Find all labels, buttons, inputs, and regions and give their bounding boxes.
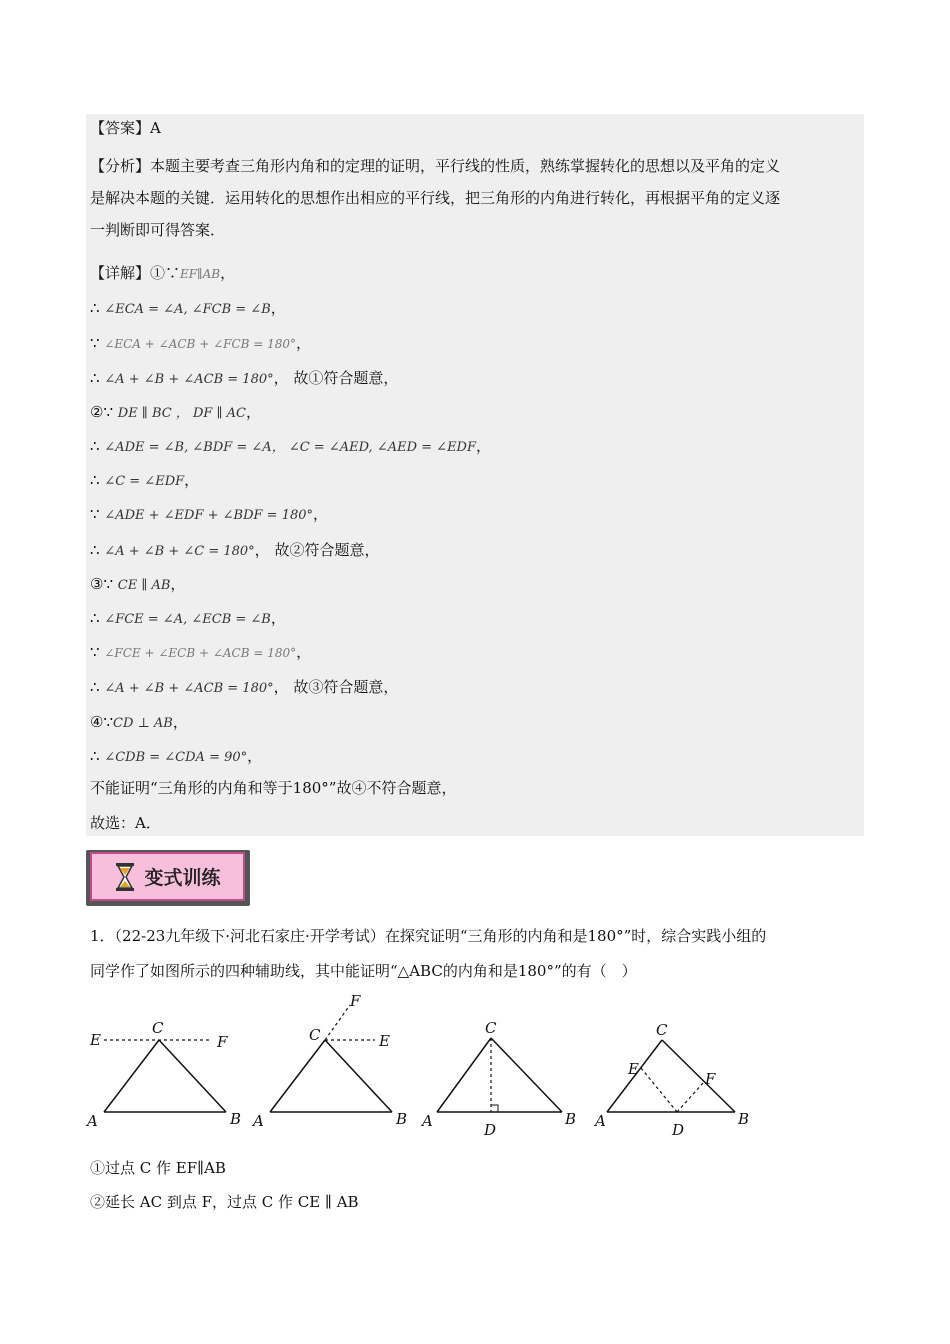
- proof-line-suffix: ， 故②符合题意，: [254, 541, 380, 559]
- fig2-label-c: C: [309, 1026, 321, 1044]
- proof-line: [90, 746, 262, 768]
- proof-line-suffix: ，: [184, 471, 200, 489]
- proof-line-suffix: ，: [172, 713, 188, 731]
- proof-line-suffix: ，: [170, 575, 186, 593]
- proof-line-prefix: ∵: [90, 643, 105, 661]
- banner-inner: [90, 852, 245, 901]
- proof-line-math: ∠A + ∠B + ∠C = 180°: [104, 544, 255, 559]
- question-line-2: 同学作了如图所示的四种辅助线，其中能证明“△ABC的内角和是180°”的有（ ）: [90, 962, 637, 980]
- proof-line-prefix: ③∵: [90, 575, 118, 593]
- proof-line: [90, 368, 398, 390]
- proof-line: [90, 574, 185, 596]
- choice-text: 故选：A．: [90, 814, 161, 832]
- proof-line: [90, 263, 235, 284]
- answer-label: 【答案】A: [90, 119, 161, 137]
- fig2-label-e: E: [379, 1032, 390, 1050]
- fig3-label-d: D: [484, 1121, 497, 1139]
- proof-line-math: ∠ECA + ∠ACB + ∠FCB = 180°: [104, 337, 297, 351]
- proof-line-math: ∠C = ∠EDF: [104, 474, 185, 489]
- analysis-paragraph: [90, 150, 862, 246]
- proof-line-math: ∠FCE + ∠ECB + ∠ACB = 180°: [104, 646, 297, 660]
- proof-line-suffix: ，: [246, 403, 262, 421]
- proof-line-prefix: ∴: [90, 369, 105, 387]
- fig4-label-e: E: [628, 1060, 639, 1078]
- proof-line-math: DE ∥ BC ， DF ∥ AC: [117, 406, 247, 421]
- proof-line-prefix: ∴: [90, 747, 105, 765]
- figure-2: [251, 992, 407, 1130]
- proof-line-prefix: ∴: [90, 437, 105, 455]
- figures: [0, 990, 950, 1140]
- banner-title: 变式训练: [144, 867, 221, 889]
- proof-line: [90, 333, 311, 354]
- fig4-label-c: C: [656, 1021, 668, 1039]
- detail-prefix: 【详解】①∵: [90, 264, 181, 282]
- proof-line-prefix: ∴: [90, 471, 105, 489]
- proof-line-suffix: ，: [270, 299, 286, 317]
- proof-line-prefix: ∴: [90, 678, 105, 696]
- fig1-label-a: A: [87, 1112, 98, 1130]
- proof-line-prefix: ∴: [90, 609, 105, 627]
- figure-1: [85, 1019, 241, 1130]
- fig3-label-c: C: [485, 1019, 497, 1037]
- proof-line-math: ∠FCE = ∠A, ∠ECB = ∠B: [104, 612, 271, 627]
- fig4-label-b: B: [738, 1110, 750, 1128]
- fig2-label-f: F: [350, 992, 361, 1010]
- fig2-label-a: A: [253, 1112, 264, 1130]
- proof-line-prefix: ②∵: [90, 403, 118, 421]
- question-line-1: 1．（22-23九年级下·河北石家庄·开学考试）在探究证明“三角形的内角和是180°”时，综合实践小组的: [90, 927, 767, 945]
- proof-line: [90, 712, 188, 734]
- proof-line: [90, 470, 199, 492]
- proof-line: [90, 298, 286, 320]
- option-1: ①过点 C 作 EF∥AB: [90, 1159, 226, 1177]
- fig4-label-a: A: [595, 1112, 606, 1130]
- fig3-label-b: B: [565, 1110, 577, 1128]
- proof-line-math: CE ∥ AB: [117, 578, 171, 593]
- proof-line-prefix: ④∵: [90, 713, 113, 731]
- proof-line-math: CD ⊥ AB: [113, 716, 173, 731]
- fig4-label-d: D: [672, 1121, 685, 1139]
- analysis-line-1: 【分析】本题主要考查三角形内角和的定理的证明，平行线的性质，熟练掌握转化的思想以及平角的定义: [90, 157, 781, 175]
- figure-3: [420, 1019, 576, 1139]
- proof-line-suffix: ，: [247, 747, 263, 765]
- fig4-label-f: F: [705, 1070, 716, 1088]
- analysis-line-3: 一判断即可得答案．: [90, 221, 226, 239]
- proof-line-suffix: ，: [270, 609, 286, 627]
- proof-line-prefix: ∵: [90, 505, 105, 523]
- proof-line: [90, 608, 286, 630]
- proof-line-suffix: ， 故①符合题意，: [273, 369, 399, 387]
- proof-line-suffix: ，: [296, 643, 312, 661]
- proof-line-suffix: ， 故③符合题意，: [273, 678, 399, 696]
- proof-line: [90, 402, 261, 424]
- section-banner: [86, 850, 250, 906]
- proof-line: [90, 540, 379, 562]
- proof-line-suffix: ，: [476, 437, 492, 455]
- fig1-label-f: F: [217, 1033, 228, 1051]
- proof-line-math: ∠A + ∠B + ∠ACB = 180°: [104, 681, 274, 696]
- proof-line-math: ∠A + ∠B + ∠ACB = 180°: [104, 372, 274, 387]
- proof-line-math: ∠ADE + ∠EDF + ∠BDF = 180°: [104, 508, 314, 523]
- proof-line-math: EF∥AB: [180, 267, 221, 281]
- fig1-label-e: E: [90, 1031, 101, 1049]
- proof-line-prefix: ∴: [90, 541, 105, 559]
- proof-line: [90, 642, 311, 663]
- proof-line-math: ∠ADE = ∠B, ∠BDF = ∠A， ∠C = ∠AED, ∠AED = ∠EDF: [104, 440, 476, 455]
- proof-line: [90, 436, 491, 458]
- option-2: ②延长 AC 到点 F，过点 C 作 CE ∥ AB: [90, 1193, 359, 1211]
- hourglass-icon: [114, 862, 136, 892]
- fig2-label-b: B: [396, 1110, 408, 1128]
- fig1-label-c: C: [152, 1019, 164, 1037]
- proof-line-prefix: ∵: [90, 334, 105, 352]
- proof-line: [90, 677, 398, 699]
- proof-line-prefix: ∴: [90, 299, 105, 317]
- proof-line-suffix: ，: [313, 505, 329, 523]
- proof-line-math: ∠CDB = ∠CDA = 90°: [104, 750, 248, 765]
- proof-line-suffix: ，: [220, 264, 236, 282]
- fig1-label-b: B: [230, 1110, 242, 1128]
- proof-line: [90, 504, 328, 526]
- analysis-line-2: 是解决本题的关键．运用转化的思想作出相应的平行线，把三角形的内角进行转化，再根据平角的定义逐: [90, 189, 781, 207]
- conclusion-text: 不能证明“三角形的内角和等于180°”故④不符合题意，: [90, 779, 457, 797]
- figure-4: [593, 1021, 749, 1139]
- proof-line-suffix: ，: [296, 334, 312, 352]
- fig3-label-a: A: [422, 1112, 433, 1130]
- proof-line-math: ∠ECA = ∠A, ∠FCB = ∠B: [104, 302, 271, 317]
